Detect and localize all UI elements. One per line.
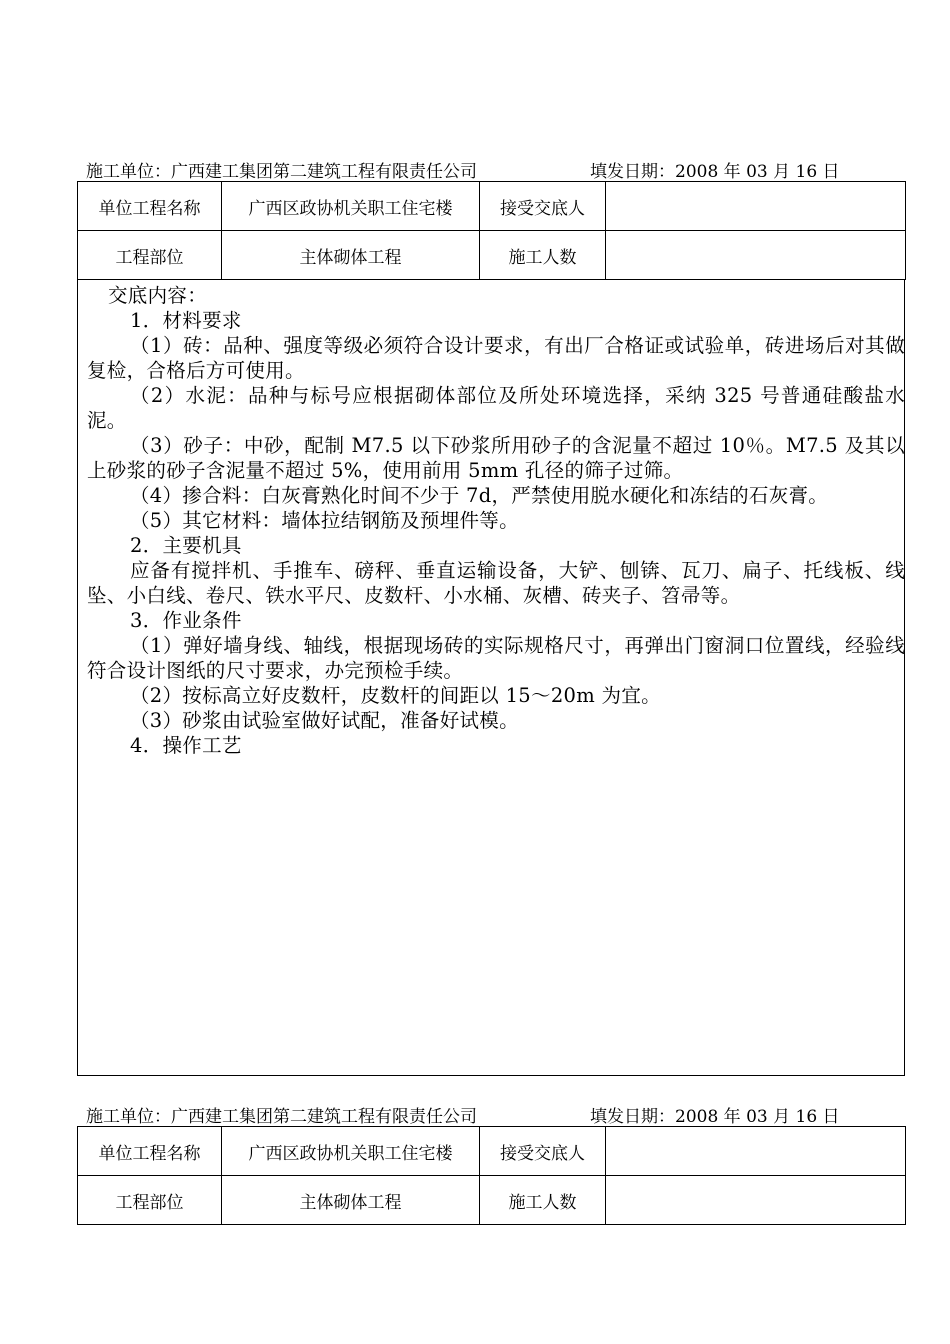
part-value: 主体砌体工程 <box>222 1176 480 1225</box>
paragraph: （3）砂浆由试验室做好试配，准备好试模。 <box>130 709 519 732</box>
project-name-value: 广西区政协机关职工住宅楼 <box>222 182 480 231</box>
paragraph: （2）水泥：品种与标号应根据砌体部位及所处环境选择，采纳 325 号普通硅酸盐水泥。 <box>87 384 905 432</box>
receiver-label: 接受交底人 <box>480 182 606 231</box>
section-heading: 4．操作工艺 <box>130 734 242 757</box>
info-row-part <box>78 231 906 280</box>
paragraph: （4）掺合料：白灰膏熟化时间不少于 7d，严禁使用脱水硬化和冻结的石灰膏。 <box>130 484 829 507</box>
header-line-2 <box>86 1102 840 1127</box>
receiver-value[interactable] <box>606 1127 906 1176</box>
header-line-1 <box>86 157 840 182</box>
issue-date: 填发日期：2008 年 03 月 16 日 <box>590 1107 840 1127</box>
info-row-project <box>78 182 906 231</box>
part-value: 主体砌体工程 <box>222 231 480 280</box>
workers-label: 施工人数 <box>480 1176 606 1225</box>
paragraph: （3）砂子：中砂，配制 M7.5 以下砂浆所用砂子的含泥量不超过 10％。M7.5 及其以上砂浆的砂子含泥量不超过 5%，使用前用 5mm 孔径的筛子过筛。 <box>87 434 905 482</box>
company-name: 施工单位：广西建工集团第二建筑工程有限责任公司 <box>86 1107 477 1127</box>
info-table-1 <box>77 181 906 280</box>
content-text <box>87 283 905 758</box>
receiver-label: 接受交底人 <box>480 1127 606 1176</box>
section-heading: 1．材料要求 <box>130 309 242 332</box>
paragraph: （2）按标高立好皮数杆，皮数杆的间距以 15～20m 为宜。 <box>130 684 661 707</box>
paragraph: （5）其它材料：墙体拉结钢筋及预埋件等。 <box>130 509 519 532</box>
info-row-project <box>78 1127 906 1176</box>
project-name-label: 单位工程名称 <box>78 182 222 231</box>
section-heading: 2．主要机具 <box>130 534 242 557</box>
info-table-2 <box>77 1126 906 1225</box>
project-name-value: 广西区政协机关职工住宅楼 <box>222 1127 480 1176</box>
part-label: 工程部位 <box>78 231 222 280</box>
receiver-value[interactable] <box>606 182 906 231</box>
part-label: 工程部位 <box>78 1176 222 1225</box>
paragraph: （1）弹好墙身线、轴线，根据现场砖的实际规格尺寸，再弹出门窗洞口位置线，经验线符合设计图纸的尺寸要求，办完预检手续。 <box>87 634 905 682</box>
section-heading: 3．作业条件 <box>130 609 242 632</box>
content-intro: 交底内容： <box>108 284 208 307</box>
info-row-part <box>78 1176 906 1225</box>
workers-label: 施工人数 <box>480 231 606 280</box>
content-box <box>77 280 905 1076</box>
workers-value[interactable] <box>606 1176 906 1225</box>
workers-value[interactable] <box>606 231 906 280</box>
issue-date: 填发日期：2008 年 03 月 16 日 <box>590 162 840 182</box>
paragraph: （1）砖：品种、强度等级必须符合设计要求，有出厂合格证或试验单，砖进场后对其做复检，合格后方可使用。 <box>87 334 905 382</box>
paragraph: 应备有搅拌机、手推车、磅秤、垂直运输设备，大铲、刨锛、瓦刀、扁子、托线板、线坠、小白线、卷尺、铁水平尺、皮数杆、小水桶、灰槽、砖夹子、笤帚等。 <box>87 559 905 607</box>
project-name-label: 单位工程名称 <box>78 1127 222 1176</box>
company-name: 施工单位：广西建工集团第二建筑工程有限责任公司 <box>86 162 477 182</box>
